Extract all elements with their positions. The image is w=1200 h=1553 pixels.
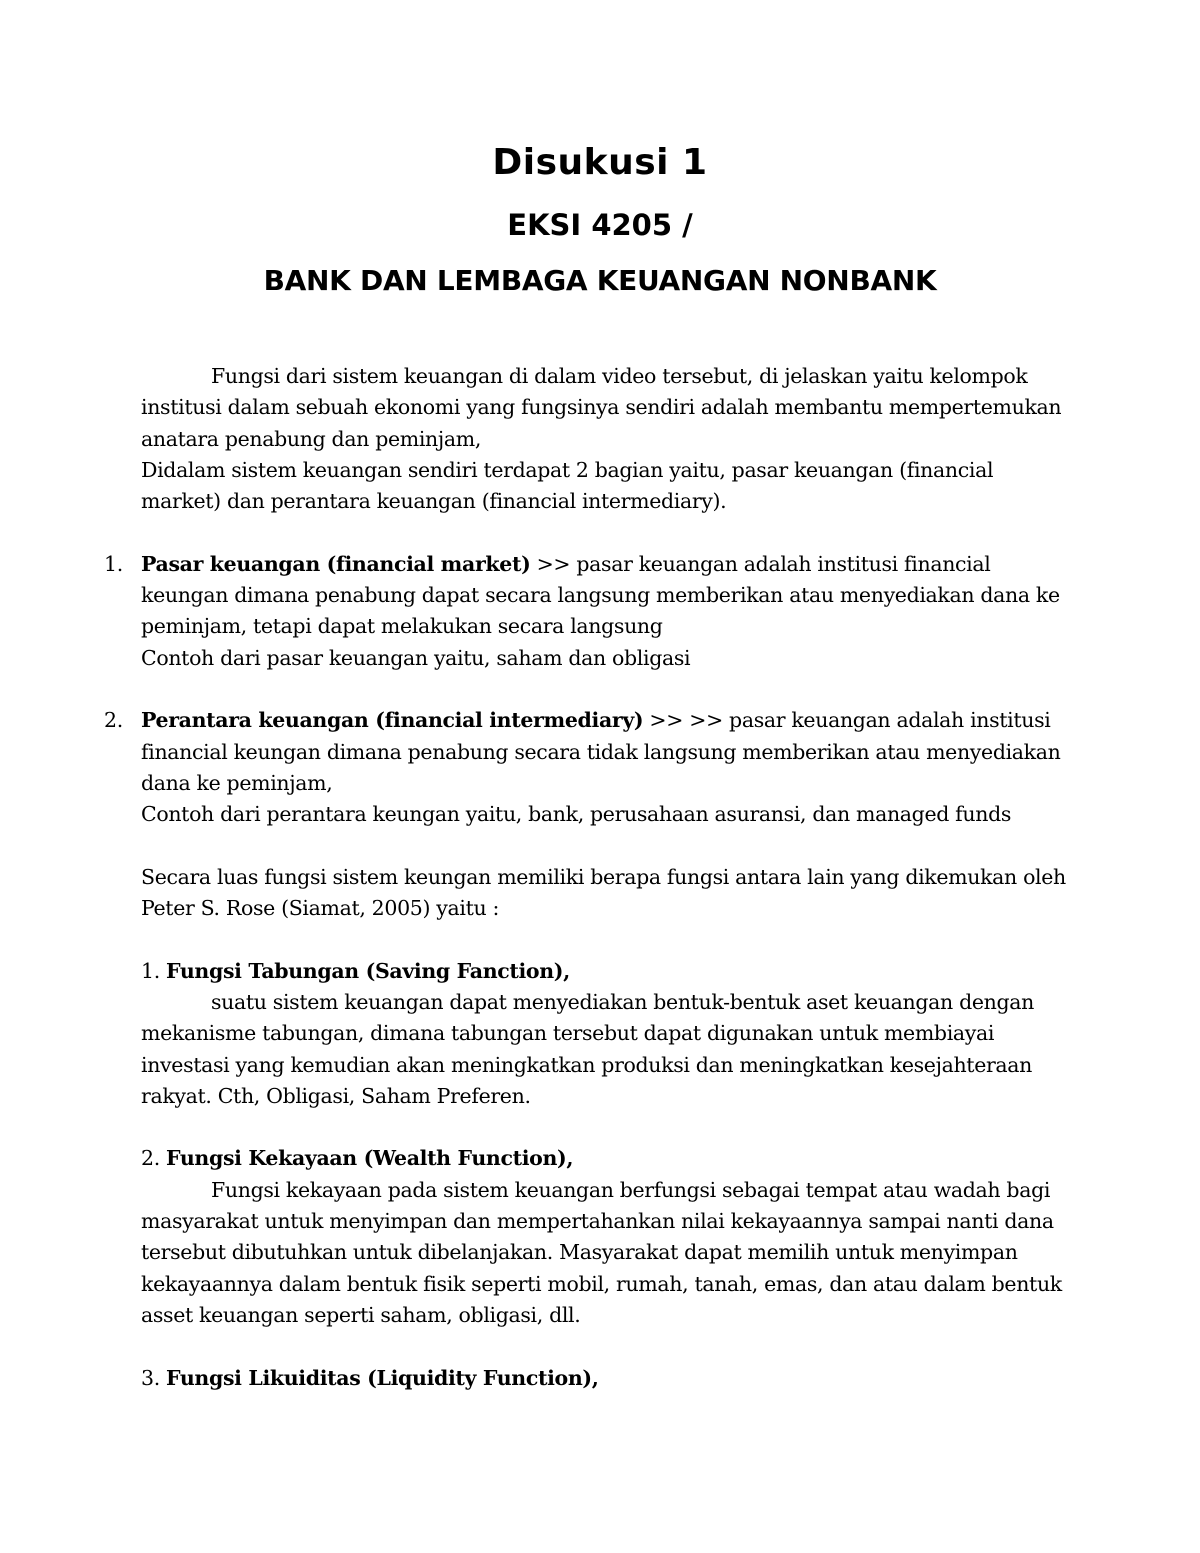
list-item-financial-market [104,549,1071,674]
function-wealth [141,1143,1071,1331]
document-body [104,361,1071,1394]
function-title: Fungsi Likuiditas (Liquidity Function), [166,1365,599,1390]
list-example: Contoh dari pasar keuangan yaitu, saham dan obligasi [141,645,691,670]
list-term: Perantara keuangan (financial intermediary) [141,708,644,733]
list-item-financial-intermediary [104,705,1071,830]
function-body: Fungsi kekayaan pada sistem keuangan berfungsi sebagai tempat atau wadah bagi masyarakat untuk menyimpan dan mempertahankan nilai kekayaannya sampai nanti dana tersebut dibutuhkan untuk dibelanjakan. Masyarakat dapat memilih untuk menyimpan kekayaannya dalam bentuk fisik seperti mobil, rumah, tanah, emas, dan atau dalam bentuk asset keuangan seperti saham, obligasi, dll. [141,1177,1062,1327]
list-description: >> >> pasar keuangan adalah institusi financial keungan dimana penabung secara tidak langsung memberikan atau menyediakan dana ke peminjam, [141,708,1061,795]
list-number: 1. [104,551,123,576]
course-name: BANK DAN LEMBAGA KEUANGAN NONBANK [263,264,937,297]
list-example: Contoh dari perantara keungan yaitu, bank, perusahaan asuransi, dan managed funds [141,802,1012,827]
list-number: 2. [104,708,123,733]
function-title: Fungsi Tabungan (Saving Fanction), [166,958,570,983]
function-saving [141,956,1071,1112]
function-title: Fungsi Kekayaan (Wealth Function), [166,1146,574,1171]
course-code: EKSI 4205 / [507,208,693,242]
list-term: Pasar keuangan (financial market) [141,551,531,576]
function-number: 1. [141,958,167,983]
intro-paragraph-parts: Didalam sistem keuangan sendiri terdapat 2 bagian yaitu, pasar keuangan (financial market) dan perantara keuangan (financial intermediary). [141,457,994,514]
intro-paragraph: Fungsi dari sistem keuangan di dalam video tersebut, di jelaskan yaitu kelompok institusi dalam sebuah ekonomi yang fungsinya sendiri adalah membantu mempertemukan anatara penabung dan peminjam, [141,364,1062,451]
function-liquidity [141,1363,1071,1394]
list-description: >> pasar keuangan adalah institusi financial keungan dimana penabung dapat secara langsung memberikan atau menyediakan dana ke peminjam, tetapi dapat melakukan secara langsung [141,551,1060,639]
function-number: 2. [141,1146,167,1171]
function-body: suatu sistem keuangan dapat menyediakan bentuk-bentuk aset keuangan dengan mekanisme tabungan, dimana tabungan tersebut dapat digunakan untuk membiayai investasi yang kemudian akan meningkatkan produksi dan meningkatkan kesejahteraan rakyat. Cth, Obligasi, Saham Preferen. [141,989,1034,1108]
document-title: Disukusi 1 [492,142,708,183]
broad-function-paragraph: Secara luas fungsi sistem keungan memiliki berapa fungsi antara lain yang dikemukan oleh Peter S. Rose (Siamat, 2005) yaitu : [141,864,1066,921]
function-number: 3. [141,1365,167,1390]
